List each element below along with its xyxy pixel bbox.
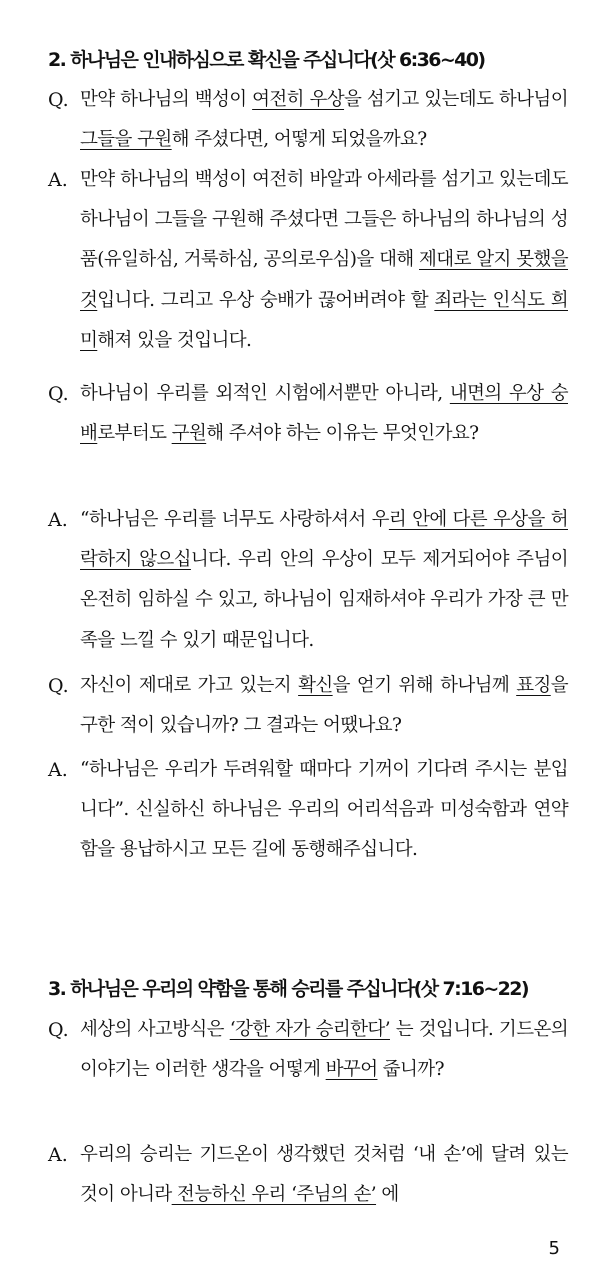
question-2-1 [48,80,568,160]
question-marker: Q. [48,1019,69,1041]
underlined-phrase: 구원 [171,423,207,445]
text-run: 을 얻기 위해 하나님께 [332,675,517,696]
underlined-phrase: 그들을 구원 [80,129,172,151]
underlined-phrase: ‘강한 자가 승리한다’ [229,1019,390,1040]
text-run: “하나님은 우리가 두려워할 때마다 기꺼이 기다려 주시는 분입니다”. 신실하신 하나님은 우리의 어리석음과 미성숙함과 연약함을 용납하시고 모든 길에 동행해주십니다. [80,759,568,861]
text-run: 니다. 우리 안의 우상이 모두 제거되어야 주님이 온전히 임하실 수 있고, 하나님이 임재하셔야 우리가 가장 큰 만족을 느낄 수 있기 때문입니다. [80,549,568,651]
answer-2-2 [48,500,568,661]
answer-marker: A. [48,169,68,191]
underlined-phrase: 확신 [298,675,333,696]
underlined-phrase: 전능하신 우리 ‘주님의 손’ [171,1184,377,1206]
question-3-1 [48,1010,568,1090]
answer-marker: A. [48,509,68,531]
question-2-2 [48,374,568,454]
question-marker: Q. [48,89,69,111]
answer-2-3 [48,750,568,871]
text-run: 하나님이 우리를 외적인 시험에서뿐만 아니라, [80,383,450,404]
answer-text [80,160,568,361]
question-text [80,666,568,746]
text-run: 로부터도 [97,423,172,445]
underlined-phrase: 죄라는 인식도 희미 [80,289,568,351]
answer-marker: A. [48,759,68,781]
underlined-phrase: 내면의 우상 숭배 [80,383,568,445]
question-text [80,1010,568,1090]
section-2-heading: 2. 하나님은 인내하심으로 확신을 주십니다(삿 6:36~40) [48,49,485,71]
text-run: 만약 하나님의 백성이 여전히 바알과 아세라를 섬기고 있는데도 하나님이 그들을 구원해 주셨다면 그들은 하나님의 하나님의 성품(유일하심, 거룩하심, 공의로우심)을 대해 [80,169,568,271]
text-run: 을 구한 적이 있습니까? 그 결과는 어땠나요? [80,675,569,737]
text-run: 세상의 사고방식은 [80,1019,230,1040]
text-run: 줍니까? [377,1059,444,1081]
underlined-phrase: 표징 [516,675,551,696]
question-marker: Q. [48,675,69,697]
question-text [80,374,568,454]
underlined-phrase: 리 안에 다른 우상을 허락하지 않으십 [80,509,568,571]
answer-text [80,500,568,661]
answer-text [80,1135,568,1215]
text-run: 자신이 제대로 가고 있는지 [80,675,299,696]
text-run: 는 것입니다. 기드온의 이야기는 이러한 생각을 어떻게 [80,1019,569,1081]
text-run: 해져 있을 것입니다. [97,329,252,351]
page-number: 5 [548,1238,560,1259]
text-run: 입니다. 그리고 우상 숭배가 끊어버려야 할 [97,289,435,311]
text-run: 해 주셨다면, 어떻게 되었을까요? [171,129,427,151]
question-2-3 [48,666,568,746]
underlined-phrase: 여전히 우상 [252,89,345,110]
section-3-heading: 3. 하나님은 우리의 약함을 통해 승리를 주십니다(삿 7:16~22) [48,978,529,1000]
question-marker: Q. [48,383,69,405]
question-text [80,80,568,160]
text-run: 을 섬기고 있는데도 하나님이 [344,89,568,110]
underlined-phrase: 바꾸어 [325,1059,378,1081]
text-run: 해 주셔야 하는 이유는 무엇인가요? [206,423,479,445]
answer-marker: A. [48,1144,68,1166]
text-run: 만약 하나님의 백성이 [80,89,253,110]
underlined-phrase: 제대로 알지 못했을 것 [80,249,569,311]
answer-text [80,750,568,871]
text-run: “하나님은 우리를 너무도 사랑하셔서 우 [80,509,389,530]
answer-3-1 [48,1135,568,1215]
text-run: 에 [376,1184,399,1206]
text-run: 우리의 승리는 기드온이 생각했던 것처럼 ‘내 손’에 달려 있는 것이 아니라 [80,1144,568,1206]
answer-2-1 [48,160,568,361]
